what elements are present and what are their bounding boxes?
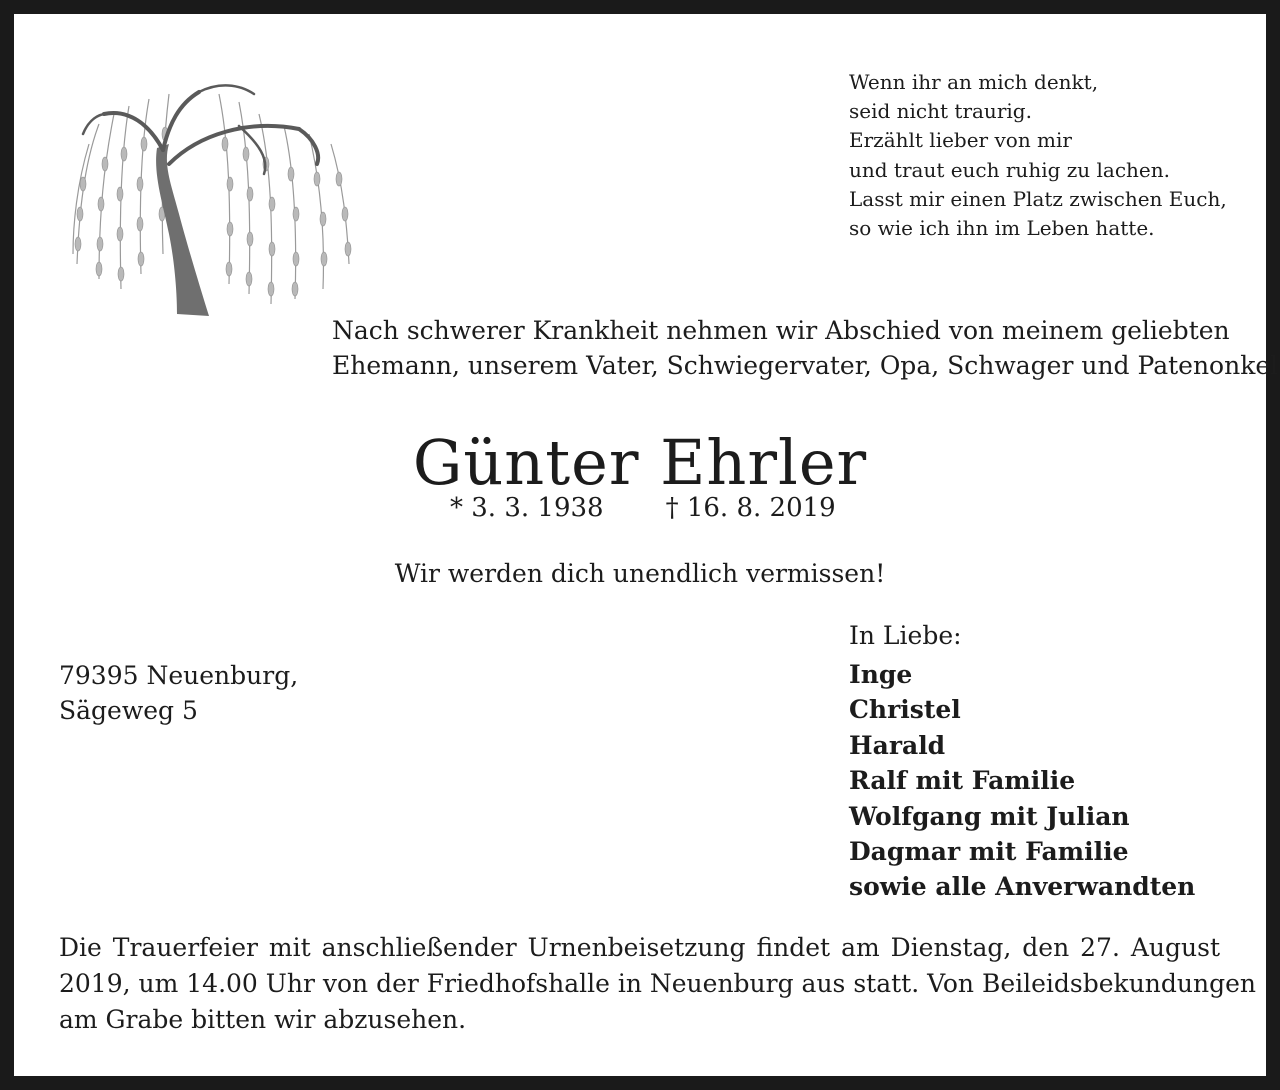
- poem-line: und traut euch ruhig zu lachen.: [849, 157, 1171, 182]
- address-line: 79395 Neuenburg,: [59, 661, 299, 690]
- deceased-name: Günter Ehrler: [412, 426, 868, 499]
- funeral-notice-line: am Grabe bitten wir abzusehen.: [59, 1005, 467, 1034]
- address-line: Sägeweg 5: [59, 696, 198, 725]
- intro-line: Ehemann, unserem Vater, Schwiegervater, Opa, Schwager und Patenonkel: [332, 350, 1279, 380]
- poem-line: Wenn ihr an mich denkt,: [849, 70, 1099, 94]
- address: [59, 658, 298, 728]
- poem-line: Erzählt lieber von mir: [849, 128, 1072, 153]
- poem: [849, 68, 1227, 243]
- mourner-name: Harald: [849, 730, 946, 760]
- mourner-name: Inge: [849, 660, 913, 689]
- mourners-list: [849, 657, 1195, 905]
- in-liebe-label: In Liebe:: [849, 621, 962, 650]
- intro-text: [332, 314, 1279, 383]
- weeping-willow-tree-icon: [59, 64, 359, 319]
- mourner-name: Christel: [849, 695, 961, 725]
- intro-line: Nach schwerer Krankheit nehmen wir Abschied von meinem geliebten: [332, 316, 1230, 345]
- birth-date: * 3. 3. 1938: [450, 493, 604, 523]
- funeral-notice-line: Die Trauerfeier mit anschließender Urnenbeisetzung findet am Dienstag, den 27. August: [59, 933, 1220, 962]
- funeral-notice: [59, 930, 1256, 1038]
- mourner-name: Ralf mit Familie: [849, 766, 1076, 796]
- miss-text: Wir werden dich unendlich vermissen!: [394, 559, 886, 588]
- obituary-card: [14, 14, 1279, 1076]
- poem-line: so wie ich ihn im Leben hatte.: [849, 216, 1155, 241]
- mourner-name: Wolfgang mit Julian: [849, 801, 1130, 831]
- poem-line: Lasst mir einen Platz zwischen Euch,: [849, 186, 1227, 211]
- death-date: † 16. 8. 2019: [665, 493, 836, 523]
- mourner-name: Dagmar mit Familie: [849, 837, 1129, 867]
- mourner-name: sowie alle Anverwandten: [849, 872, 1196, 902]
- life-dates: [450, 490, 836, 526]
- poem-line: seid nicht traurig.: [849, 99, 1032, 124]
- funeral-notice-line: 2019, um 14.00 Uhr von der Friedhofshalle in Neuenburg aus statt. Von Beileidsbekundungen: [59, 969, 1256, 998]
